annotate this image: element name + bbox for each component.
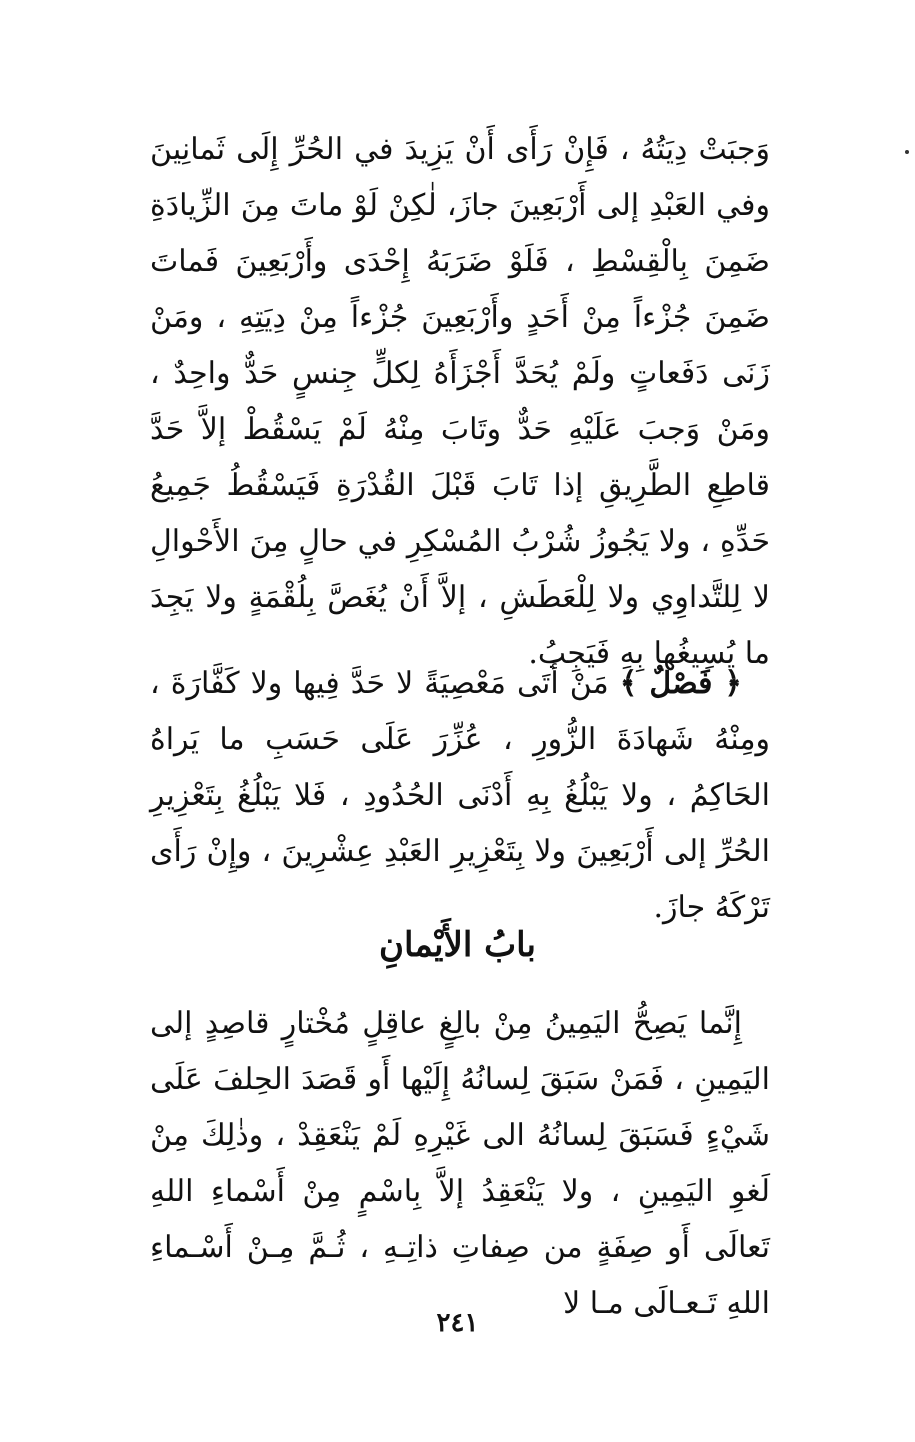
chapter-heading: بابُ الأَيْمانِ <box>379 925 536 965</box>
fasl-text: مَنْ أَتَى مَعْصِيَةً لا حَدَّ فِيها ولا كَفَّارَةَ ، ومِنْهُ شَهادَةَ الزُّورِ ، عُزِّرَ عَلَى حَسَبِ ما يَراهُ الحَاكِمُ ، ولا يَبْلُغُ بِهِ أَدْنَى الحُدُودِ ، فَلا يَبْلُغُ بِتَعْزِيرِ الحُرِّ إلى أَرْبَعِينَ ولا بِتَعْزِيرِ العَبْدِ عِشْرِينَ ، وإِنْ رَأَى تَرْكَهُ جازَ. <box>150 666 770 925</box>
paragraph-fasl-tazir <box>150 656 770 936</box>
paragraph-hudud: وَجبَتْ دِيَتُهُ ، فَإِنْ رَأَى أَنْ يَزِيدَ في الحُرِّ إِلَى ثَمانِينَ وفي العَبْدِ إلى أَرْبَعِينَ جازَ، لٰكِنْ لَوْ ماتَ مِنَ الزِّيادَةِ ضَمِنَ بِالْقِسْطِ ، فَلَوْ ضَرَبَهُ إِحْدَى وأَرْبَعِينَ فَماتَ ضَمِنَ جُزْءاً مِنْ أَحَدٍ وأَرْبَعِينَ جُزْءاً مِنْ دِيَتِهِ ، ومَنْ زَنَى دَفَعاتٍ ولَمْ يُحَدَّ أَجْزَأَهُ لِكلٍّ جِنسٍ حَدٌّ واحِدٌ ، ومَنْ وَجبَ عَلَيْهِ حَدٌّ وتَابَ مِنْهُ لَمْ يَسْقُطْ إلاَّ حَدَّ قاطِعِ الطَّرِيقِ إذا تَابَ قَبْلَ القُدْرَةِ فَيَسْقُطُ جَمِيعُ حَدِّهِ ، ولا يَجُوزُ شُرْبُ المُسْكِرِ في حالٍ مِنَ الأَحْوالِ لا لِلتَّداوِي ولا لِلْعَطَشِ ، إلاَّ أَنْ يُغَصَّ بِلُقْمَةٍ ولا يَجِدَ ما يُسِيغُها بِهِ فَيَجِبُ. <box>150 132 771 671</box>
paragraph-aiman: إِنَّما يَصِحُّ اليَمِينُ مِنْ بالِغٍ عاقِلٍ مُخْتارٍ قاصِدٍ إلى اليَمِينِ ، فَمَنْ سَبَقَ لِسانُهُ إِلَيْها أَو قَصَدَ الحِلفَ عَلَى شَيْءٍ فَسَبَقَ لِسانُهُ الى غَيْرِهِ لَمْ يَنْعَقِدْ ، وذٰلِكَ مِنْ لَغوِ اليَمِينِ ، ولا يَنْعَقِدُ إلاَّ بِاسْمٍ مِنْ أَسْماءِ اللهِ تَعالَى أَو صِفَةٍ من صِفاتِ ذاتِـهِ ، ثُـمَّ مِـنْ أَسْـماءِ اللهِ تَـعـالَى مـا لا <box>150 1006 770 1321</box>
margin-mark <box>905 150 909 154</box>
fasl-label: ﴿ فَصْلٌ ﴾ <box>619 666 742 701</box>
page-number: ٢٤١ <box>436 1308 479 1338</box>
